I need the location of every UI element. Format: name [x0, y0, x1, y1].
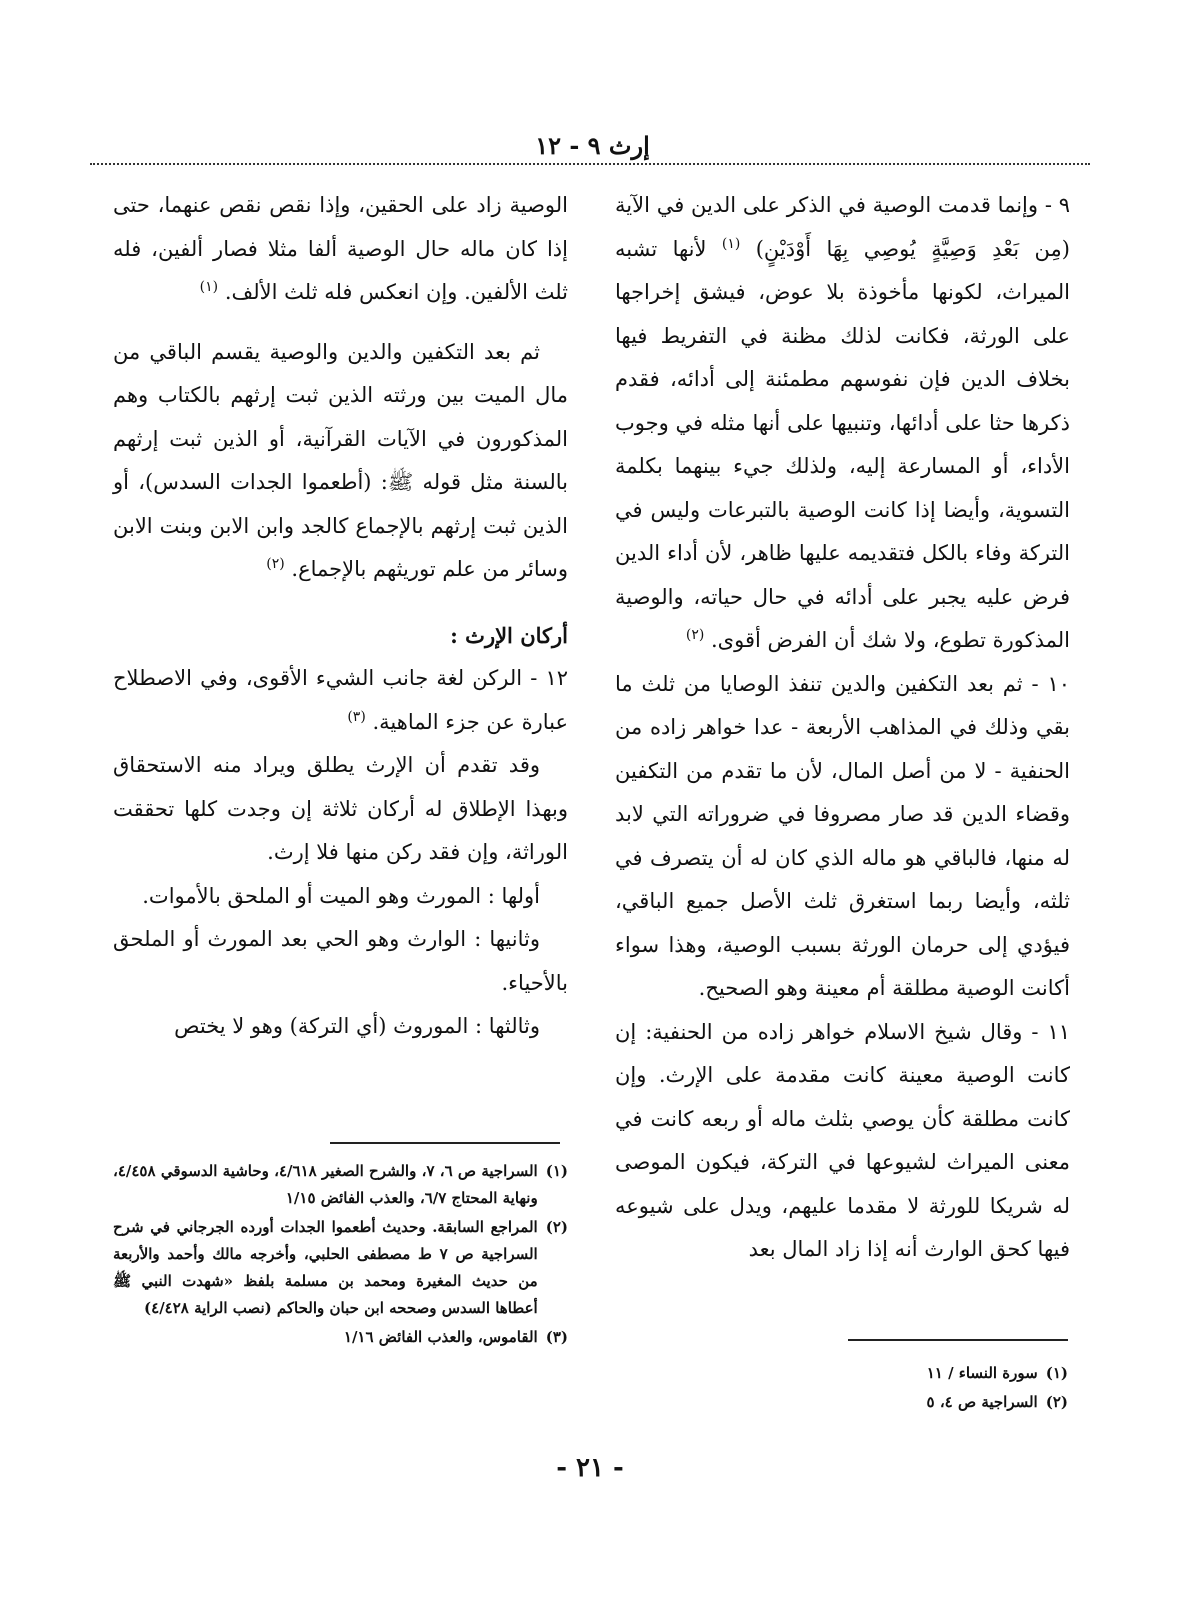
paragraph-10: [615, 663, 1070, 1011]
footnote-text: المراجع السابقة. وحديث أطعموا الجدات أورده الجرجاني في شرح السراجية ص ٧ ط مصطفى الحلبي، وأخرجه مالك وأحمد والأربعة من حديث المغيرة ومحمد بن مسلمة بلفظ «شهدت النبي ﷺ أعطاها السدس وصححه ابن حبان والحاكم (نصب الراية ٤/٤٢٨): [113, 1218, 538, 1317]
footnote-ref: (٢): [266, 556, 285, 572]
paragraph-9-text-cont: لأنها تشبه الميراث، لكونها مأخوذة بلا عوض، فيشق إخراجها على الورثة، فكانت لذلك مظنة في التفريط فيها بخلاف الدين فإن نفوسهم مطمئنة إلى أدائه، فقدم ذكرها حثا على أدائها، وتنبيها على أنها مثله في وجوب الأداء، أو المسارعة إليه، ولذلك جيء بينهما بكلمة التسوية، وأيضا إذا كانت الوصية بالتبرعات وليس في التركة وفاء بالكل فتقديمه عليها ظاهر، لأن أداء الدين فرض عليه يجبر على أدائه في حال حياته، والوصية المذكورة تطوع، ولا شك أن الفرض أقوى.: [615, 236, 1070, 652]
paragraph-11: [615, 1011, 1070, 1272]
footnote-text: السراجية ص ٤، ٥: [926, 1393, 1038, 1411]
footnote-number: (٢): [545, 1218, 568, 1236]
running-header: إرث ٩ - ١٢: [535, 131, 650, 160]
paragraph-text: ثم بعد التكفين والدين والوصية يقسم الباقي من مال الميت بين ورثته الذين ثبت إرثهم بالكتاب وهم المذكورون في الآيات القرآنية، أو الذين ثبت إرثهم بالسنة مثل قوله ﷺ: (أطعموا الجدات السدس)، أو الذين ثبت إرثهم بالإجماع كالجد وابن الابن وبنت الابن وسائر من علم توريثهم بالإجماع.: [113, 339, 568, 581]
footnote-ref: (٢): [685, 627, 705, 643]
paragraph-continuation: [113, 184, 568, 315]
footnote-text: القاموس، والعذب الفائض ١/١٦: [343, 1328, 538, 1346]
footnote-text: سورة النساء / ١١: [926, 1364, 1038, 1382]
footnote-divider-left: [330, 1142, 560, 1144]
footnote-number: (١): [545, 1162, 568, 1180]
section-heading: أركان الإرث :: [450, 622, 568, 648]
page-number: - ٢١ -: [556, 1453, 624, 1483]
footnote-ref: (٣): [347, 708, 366, 725]
footnote-ref: (١): [199, 279, 219, 295]
footnote: [848, 1389, 1068, 1416]
footnote-ref: (١): [721, 235, 741, 252]
footnote: [113, 1214, 568, 1322]
footnote: [113, 1324, 568, 1351]
paragraph-12: [113, 657, 568, 744]
paragraph-text: ١٢ - الركن لغة جانب الشيء الأقوى، وفي الاصطلاح عبارة عن جزء الماهية.: [113, 666, 568, 734]
footnotes-left: [113, 1158, 568, 1353]
header-divider: [90, 163, 1090, 165]
footnote-number: (١): [1045, 1364, 1068, 1382]
footnote: [113, 1158, 568, 1212]
paragraph-first-pillar: أولها : المورث وهو الميت أو الملحق بالأموات.: [142, 883, 540, 908]
paragraph-11-text: ١١ - وقال شيخ الاسلام خواهر زاده من الحنفية: إن كانت الوصية معينة كانت مقدمة على الإرث. وإن كانت مطلقة كأن يوصي بثلث ماله أو ربعه كانت في معنى الميراث لشيوعها في التركة، فيكون الموصى له شريكا للورثة لا مقدما عليهم، ويدل على شيوعه فيها كحق الوارث أنه إذا زاد المال بعد: [615, 1019, 1070, 1261]
paragraph-inheritance-division: [113, 331, 568, 592]
footnote-text: السراجية ص ٦، ٧، والشرح الصغير ٤/٦١٨، وحاشية الدسوقي ٤/٤٥٨، ونهاية المحتاج ٦/٧، والعذب الفائض ١/١٥: [113, 1162, 538, 1207]
footnote-number: (٣): [545, 1328, 568, 1346]
footnote-divider-right: [848, 1339, 1068, 1341]
paragraph-second-pillar: وثانيها : الوارث وهو الحي بعد المورث أو الملحق بالأحياء.: [113, 927, 568, 995]
paragraph-9: [615, 184, 1070, 663]
paragraph-text: الوصية زاد على الحقين، وإذا نقص نقص عنهما، حتى إذا كان ماله حال الوصية ألفا مثلا فصار ألفين، فله ثلث الألفين. وإن انعكس فله ثلث الألف.: [113, 193, 568, 304]
right-column: [615, 184, 1070, 1272]
paragraph-third-pillar: وثالثها : الموروث (أي التركة) وهو لا يختص: [174, 1014, 540, 1038]
left-column: [113, 184, 568, 1049]
footnote: [848, 1360, 1068, 1387]
paragraph-10-text: ١٠ - ثم بعد التكفين والدين تنفذ الوصايا من ثلث ما بقي وذلك في المذاهب الأربعة - عدا خواهر زاده من الحنفية - لا من أصل المال، لأن ما تقدم من التكفين وقضاء الدين قد صار مصروفا في ضروراته التي لابد له منها، فالباقي هو ماله الذي كان له أن يتصرف في ثلثه، وأيضا ربما استغرق ثلث الأصل جميع الباقي، فيؤدي إلى حرمان الورثة بسبب الوصية، وهذا سواء أكانت الوصية مطلقة أم معينة وهو الصحيح.: [615, 671, 1070, 1000]
paragraph-9-text: ٩ - وإنما قدمت الوصية في الذكر على الدين في الآية (مِن بَعْدِ وَصِيَّةٍ يُوصِي بِهَا أَوْدَيْنٍ): [615, 193, 1070, 261]
paragraph-pillars-intro: وقد تقدم أن الإرث يطلق ويراد منه الاستحقاق وبهذا الإطلاق له أركان ثلاثة إن وجدت كلها تحققت الوراثة، وإن فقد ركن منها فلا إرث.: [113, 753, 568, 864]
footnote-number: (٢): [1045, 1393, 1068, 1411]
footnotes-right: [848, 1360, 1068, 1418]
